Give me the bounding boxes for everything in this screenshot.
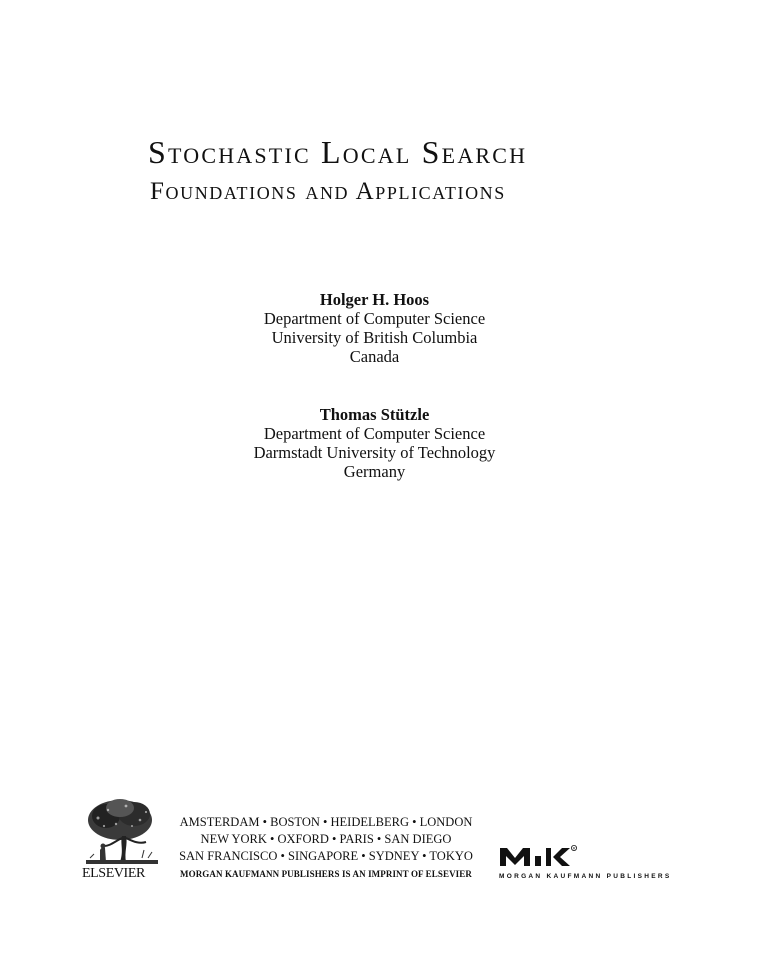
svg-text:R: R <box>572 845 576 851</box>
author-name: Holger H. Hoos <box>319 290 430 309</box>
author-block-1 <box>0 290 749 366</box>
author-country: Canada <box>349 347 400 366</box>
author-block-2 <box>0 405 749 481</box>
elsevier-wordmark: ELSEVIER <box>82 866 145 881</box>
author-name: Thomas Stützle <box>319 405 430 424</box>
cities-line: AMSTERDAM • BOSTON • HEIDELBERG • LONDON <box>179 815 473 829</box>
author-institution: Darmstadt University of Technology <box>253 443 496 462</box>
author-department: Department of Computer Science <box>263 424 486 443</box>
imprint-note: MORGAN KAUFMANN PUBLISHERS IS AN IMPRINT OF ELSEVIER <box>180 869 472 879</box>
mk-wordmark: MORGAN KAUFMANN PUBLISHERS <box>499 873 672 880</box>
cities-line: SAN FRANCISCO • SINGAPORE • SYDNEY • TOKYO <box>179 849 473 863</box>
author-department: Department of Computer Science <box>263 309 486 328</box>
author-institution: University of British Columbia <box>271 328 478 347</box>
cities-line: NEW YORK • OXFORD • PARIS • SAN DIEGO <box>200 832 452 846</box>
mk-logo-icon <box>500 844 580 868</box>
author-country: Germany <box>343 462 406 481</box>
book-title: Stochastic Local Search <box>148 134 528 170</box>
publisher-cities <box>166 814 486 883</box>
book-subtitle: Foundations and Applications <box>150 178 506 205</box>
title-block <box>148 130 527 207</box>
